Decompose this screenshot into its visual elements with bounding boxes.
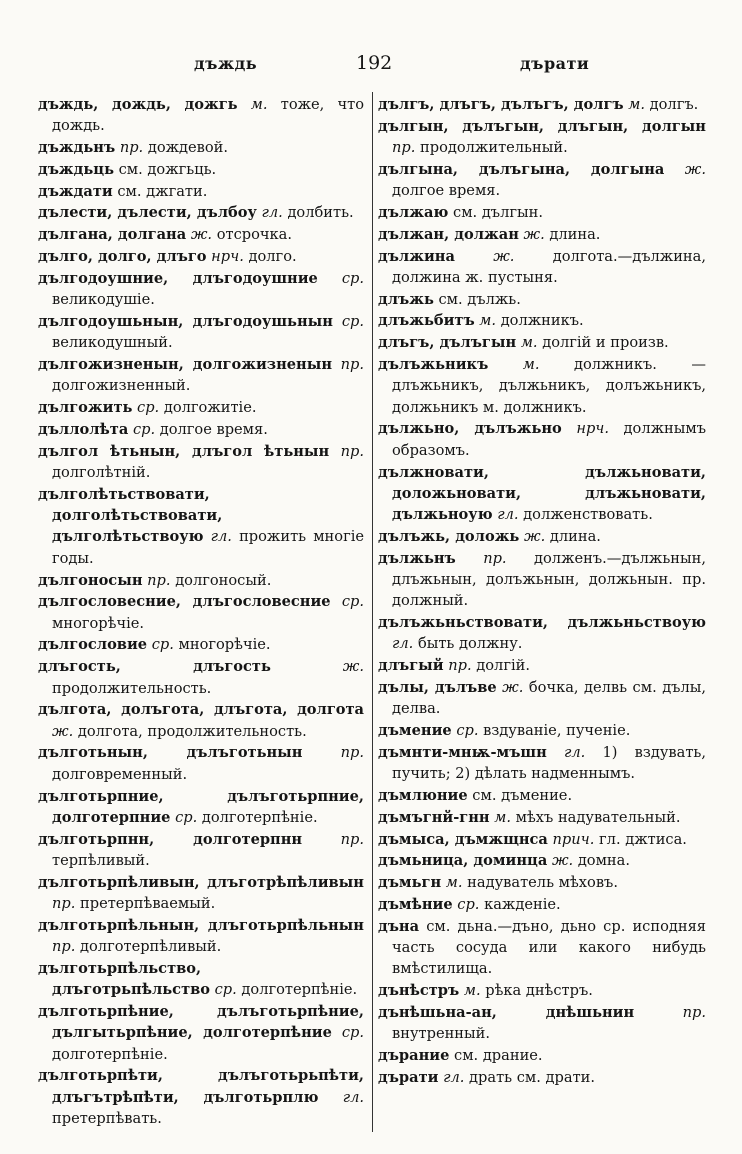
headword: дъждати [38,182,113,200]
dictionary-entry [38,742,364,785]
definition: домна. [577,852,631,870]
dictionary-entry [38,786,364,829]
dictionary-entry [378,246,706,289]
grammar-label: ср. [341,1024,365,1042]
grammar-label: пр. [340,830,364,848]
dictionary-entry [378,1067,706,1088]
definition: см. дългын. [453,203,543,221]
definition: рѣка днѣстръ. [485,982,593,1000]
definition: тоже, что дождь. [52,96,365,135]
dictionary-entry [378,720,706,741]
grammar-label: ж. [52,722,74,740]
definition: долгое время. [392,182,501,200]
headword: дължина [378,247,455,265]
headword: дългословие [38,636,148,654]
grammar-label: м. [520,334,538,352]
grammar-label: ср. [341,269,365,287]
definition: претерпѣваемый. [80,894,216,912]
definition: надуватель мѣховъ. [467,874,618,892]
grammar-label: м. [522,356,540,374]
definition: великодушный. [52,334,173,352]
grammar-label: ж. [684,160,706,178]
grammar-label: пр. [147,571,171,589]
dictionary-entry [38,246,364,267]
definition: претерпѣвать. [52,1109,162,1127]
headword: длъгъ, дълъгын [378,334,517,352]
headword: длъгый [378,657,444,675]
definition: долженъ.—дължьнын, длъжьнын, долъжьнын, должьнын. пр. должный. [392,549,706,610]
grammar-label: гл. [564,743,586,761]
dictionary-entry [38,181,364,202]
definition: продолжительность. [52,679,212,697]
dictionary-entry [38,419,364,440]
headword: дългына, дълъгына, долгына [378,160,665,178]
dictionary-entry [38,354,364,397]
dictionary-entry [378,354,706,418]
dictionary-entry [378,829,706,850]
grammar-label: ср. [132,420,156,438]
definition: гл. джтиса. [599,830,687,848]
definition: бочка, делвь см. дълы, делва. [392,679,706,718]
definition: долгое время. [159,420,268,438]
grammar-label: ср. [456,722,479,740]
headword: дълготьрпѣливын, длъготрѣпѣливын [38,873,364,891]
left-column [38,94,364,1130]
dictionary-entry [378,289,706,310]
grammar-label: пр. [448,657,472,675]
left-running-headword: дъждь [194,54,258,73]
headword: дълготьрпѣльнын, длъготьрпѣльнын [38,916,364,934]
headword: дънѣшьна-ан, днѣшьнин [378,1003,635,1021]
definition: должнымъ образомъ. [392,420,706,459]
definition: долгожитіе. [163,399,257,417]
dictionary-entry [378,1002,706,1045]
grammar-label: пр. [119,139,144,157]
dictionary-entry [38,224,364,245]
grammar-label: ж. [190,226,213,244]
definition: многорѣчіе. [178,636,271,654]
headword: дъмъгнй-гнн [378,808,490,826]
headword: дългословесние, длъгословесние [38,593,331,611]
definition: долгоносый. [175,571,272,589]
headword: дъмѣние [378,895,453,913]
headword: дълготьрпние, дълъготьрпние, долготерпние [38,787,364,826]
headword: дъллолѣта [38,420,129,438]
headword: дългодоушьнын, длъгодоушьнын [38,312,333,330]
grammar-label: м. [494,808,511,826]
dictionary-entry [378,1045,706,1066]
definition: долготерпѣніе. [241,981,358,999]
dictionary-entry [378,872,706,893]
grammar-label: гл. [210,528,232,546]
headword: дълготьрпнн, долготерпнн [38,830,303,848]
grammar-label: м. [479,312,497,330]
definition: продолжительный. [420,139,568,157]
headword: длъжь [378,290,434,308]
headword: дънѣстръ [378,982,460,1000]
definition: долгота.—дължина, должина ж. пустыня. [392,247,706,286]
headword: дългожить [38,399,133,417]
definition: долгъ. [649,96,699,113]
grammar-label: нрч. [211,248,244,266]
grammar-label: м. [250,96,268,113]
dictionary-entry [38,915,364,958]
grammar-label: ж. [551,852,574,870]
page-number: 192 [356,52,393,74]
dictionary-entry [38,268,364,311]
headword: дълы, дълъве [378,679,497,697]
dictionary-entry [378,807,706,828]
dictionary-entry [378,418,706,461]
right-column [378,94,706,1089]
dictionary-entry [38,311,364,354]
definition: длина. [549,527,601,545]
definition: великодушіе. [52,291,155,309]
grammar-label: ср. [457,895,480,913]
dictionary-entry [38,137,364,158]
grammar-label: ж. [523,225,545,243]
headword: дългоносын [38,571,143,589]
grammar-label: гл. [392,635,414,653]
headword: дължан, должан [378,225,519,243]
definition: долженствовать. [523,506,653,524]
column-divider [372,92,373,1132]
headword: дългол ѣтьнын, длъгол ѣтьнын [38,442,330,460]
headword: дъна [378,917,420,935]
headword: дължаю [378,203,449,221]
definition: долгожизненный. [52,377,191,395]
dictionary-entry [38,634,364,655]
dictionary-entry [38,829,364,872]
definition: драть см. драти. [469,1068,596,1086]
definition: см. дьна.—дъно, дьно ср. исподняя часть сосуда или какого нибудь вмѣстилища. [392,917,706,978]
definition: долгій и произв. [542,334,669,352]
dictionary-entry [378,785,706,806]
dictionary-entry [378,850,706,871]
definition: 1) вздувать, пучить; 2) дѣлать надменнымъ. [392,743,707,783]
definition: долготерпѣливый. [80,938,222,956]
definition: долговременный. [52,765,188,783]
definition: долбить. [287,204,354,222]
dictionary-entry [378,655,706,676]
definition: долготерпѣніе. [201,808,318,826]
grammar-label: ср. [341,593,364,611]
dictionary-entry [38,159,364,180]
headword: дължьно, дълъжьно [378,420,562,438]
grammar-label: гл. [443,1068,465,1086]
grammar-label: гл. [342,1088,364,1106]
grammar-label: прич. [552,830,595,848]
right-running-headword: дърати [520,54,590,73]
definition: долго. [248,248,297,266]
headword: дългъ, длъгъ, дълъгъ, долгъ [378,96,624,113]
dictionary-entry [378,894,706,915]
dictionary-entry [38,1001,364,1065]
dictionary-entry [38,872,364,915]
grammar-label: ж. [493,247,515,265]
grammar-label: гл. [261,204,283,222]
headword: дълъжь, доложь [378,527,520,545]
definition: отсрочка. [216,226,292,244]
definition: внутренный. [392,1025,491,1043]
headword: дълготьнын, дълъготьнын [38,744,303,762]
headword: длъжьбитъ [378,312,475,330]
page-header [0,52,742,82]
definition: см. драние. [454,1047,543,1065]
dictionary-entry [38,441,364,484]
dictionary-entry [378,462,706,526]
headword: дълготьрпѣти, дълъготьрьпѣти, длъгътрѣпѣти, дълготьрплю [38,1067,364,1106]
dictionary-entry [378,916,706,980]
dictionary-entry [38,958,364,1001]
headword: дълго, долго, длъго [38,248,207,266]
headword: дългана, долгана [38,226,187,244]
dictionary-entry [378,310,706,331]
definition: кажденіе. [484,895,561,913]
grammar-label: гл. [497,506,519,524]
dictionary-entry [378,526,706,547]
dictionary-entry [38,656,364,699]
dictionary-entry [38,202,364,223]
dictionary-entry [38,94,364,137]
dictionary-entry [38,570,364,591]
grammar-label: нрч. [576,420,610,438]
grammar-label: пр. [52,894,76,912]
headword: дъждьнъ [38,139,116,157]
dictionary-entry [378,202,706,223]
definition: см. дължь. [438,290,521,308]
headword: дълголѣтьствовати, долголѣтьствовати, дълголѣтьствоую [38,485,223,546]
definition: см. дожгьць. [118,160,217,178]
grammar-label: ж. [523,527,546,545]
dictionary-entry [378,159,706,202]
headword: дължновати, дължьновати, доложьновати, длъжьновати, дължьноую [378,463,706,524]
dictionary-entry [378,224,706,245]
grammar-label: ср. [137,399,160,417]
headword: дъмьница, доминца [378,852,548,870]
dictionary-entry [378,94,706,115]
grammar-label: пр. [483,549,507,567]
headword: дъждьць [38,160,114,178]
grammar-label: пр. [340,744,365,762]
grammar-label: пр. [340,356,364,374]
grammar-label: м. [628,96,646,113]
dictionary-entry [378,742,706,785]
headword: дърати [378,1068,439,1086]
definition: длина. [549,225,601,243]
headword: дъмьгн [378,874,442,892]
headword: дългота, долъгота, длъгота, долгота [38,701,364,719]
headword: дъмение [378,722,452,740]
headword: дългожизненын, долгожизненын [38,356,333,374]
definition: мѣхъ надувательный. [515,808,681,826]
definition: терпѣливый. [52,851,150,869]
headword: дъждь, дождь, дожгь [38,96,238,113]
definition: долгій. [476,657,531,675]
headword: дълготьрпѣние, дълъготьрпѣние, дългытьрпѣние, долготерпѣние [38,1002,364,1042]
headword: дълъжьникъ [378,356,489,374]
dictionary-entry [38,484,364,569]
headword: дълъжьньствовати, дължьньствоую [378,614,706,632]
headword: дълести, дълести, дълбоу [38,204,257,222]
definition: вздуваніе, пученіе. [483,722,631,740]
grammar-label: пр. [340,442,364,460]
definition: долготерпѣніе. [52,1045,168,1063]
dictionary-entry [38,699,364,742]
grammar-label: пр. [392,139,416,157]
grammar-label: ср. [151,636,174,654]
headword: дългодоушние, длъгодоушние [38,269,318,287]
dictionary-entry [378,548,706,612]
definition: дождевой. [147,139,229,157]
dictionary-entry [378,980,706,1001]
definition: должникъ. [500,312,584,330]
headword: дължьнъ [378,549,456,567]
dictionary-entry [38,397,364,418]
grammar-label: м. [445,874,463,892]
definition: долголѣтній. [52,464,151,482]
grammar-label: ср. [214,981,237,999]
definition: должникъ. — длъжьникъ, дължьникъ, долъжьникъ, должьникъ м. должникъ. [392,356,707,416]
dictionary-entry [378,677,706,720]
grammar-label: ср. [341,312,364,330]
definition: см. дъмение. [472,787,573,804]
headword: дългын, дълъгын, длъгын, долгын [378,117,706,135]
dictionary-entry [38,1065,364,1129]
definition: прожить многіе годы. [52,528,365,567]
headword: дълготьрпѣльство, длъготрьпѣльство [38,959,210,999]
definition: быть должну. [417,635,523,653]
grammar-label: ср. [175,808,198,826]
grammar-label: ж. [342,658,365,676]
definition: долгота, продолжительность. [77,722,307,740]
dictionary-entry [378,116,706,159]
dictionary-entry [378,332,706,353]
grammar-label: м. [463,982,481,1000]
definition: см. джгати. [117,182,208,200]
headword: дъмлюние [378,787,468,804]
headword: дъмнти-мнѭ-мъшн [378,743,547,761]
grammar-label: ж. [502,679,524,697]
dictionary-entry [38,591,364,634]
dictionary-entry [378,612,706,655]
grammar-label: пр. [52,938,76,956]
definition: многорѣчіе. [52,614,145,632]
headword: дърание [378,1047,450,1065]
grammar-label: пр. [682,1003,706,1021]
headword: длъгость, длъгость [38,658,271,676]
headword: дъмыса, дъмжщнса [378,830,548,848]
